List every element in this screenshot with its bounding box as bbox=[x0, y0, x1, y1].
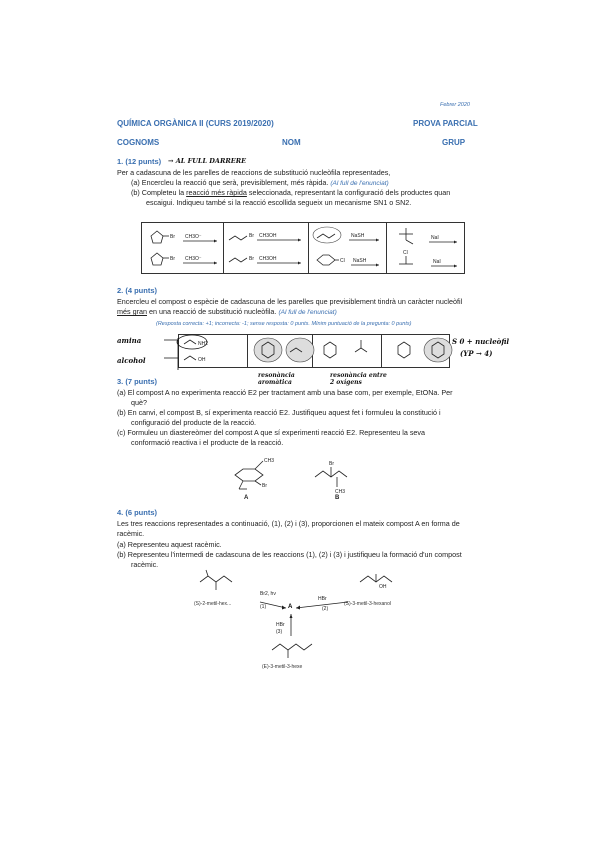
q4-arrow2-label: HBr bbox=[318, 596, 327, 602]
q3-a1: (a) El compost A no experimenta reacció E2 per tractament amb una base com, per exemple, EtONa. Per bbox=[117, 388, 453, 397]
field-surnames: COGNOMS bbox=[117, 138, 160, 147]
q2-title: 2. (4 punts) bbox=[117, 286, 158, 295]
q2-scoring: (Resposta correcta: +1; incorrecta: -1; sense resposta: 0 punts. Mínim puntuació de la pregunta: 0 punts) bbox=[156, 321, 412, 327]
course-title: QUÍMICA ORGÀNICA II (CURS 2019/2020) bbox=[117, 119, 274, 128]
q1-cyclopentyl-2 bbox=[151, 253, 217, 265]
q3-b1: (b) En canvi, el compost B, sí experimenta reacció E2. Justifiqueu aquest fet i formuleu la constitució i bbox=[117, 408, 441, 417]
q1-title: 1. (12 punts) bbox=[117, 157, 162, 166]
q3-title: 3. (7 punts) bbox=[117, 377, 158, 386]
q4-arrow3-label: HBr bbox=[276, 622, 285, 628]
q1-lg-2: Br bbox=[170, 256, 175, 262]
svg-text:Cl: Cl bbox=[340, 258, 345, 264]
q3-b2: configuració del producte de la reacció. bbox=[131, 418, 257, 427]
q4-line1: Les tres reaccions representades a continuació, (1), (2) i (3), proporcionen el mateix compost A en forma de bbox=[117, 519, 460, 528]
q4-b2: racèmic. bbox=[131, 560, 159, 569]
q3-label-a: A bbox=[244, 495, 249, 501]
q2-hand-right2: (YP → 4) bbox=[460, 349, 493, 358]
field-name: NOM bbox=[282, 138, 301, 147]
q2-hand-resonance-1: resonància aromàtica bbox=[258, 372, 295, 386]
q1-chain-1 bbox=[229, 233, 301, 242]
q1-b: (b) Completeu la reacció més ràpida seleccionada, representant la configuració dels productes quan bbox=[131, 188, 451, 197]
q4-compound-bottom: (E)-3-metil-3-hexe bbox=[262, 664, 303, 670]
q3-a-sub-1: CH3 bbox=[264, 458, 275, 464]
q3-structures bbox=[225, 455, 385, 505]
svg-text:Br: Br bbox=[249, 233, 254, 239]
q1-reagent-2: CH3O⁻ bbox=[185, 256, 202, 262]
q4-b1: (b) Representeu l'intermedi de cadascuna de les reaccions (1), (2) i (3) i justifiqueu la formació d'un compost bbox=[117, 550, 462, 559]
q1-b-line2: escaigui. Indiqueu també si la reacció escollida segueix un mecanisme SN1 o SN2. bbox=[146, 198, 412, 207]
q3-b-sub-1: Br bbox=[329, 461, 334, 467]
q1-reagent-3: CH3OH bbox=[259, 233, 277, 239]
q2-hand-right: S 0 + nucleòfil bbox=[452, 337, 510, 346]
q1-reagent-5: NaSH bbox=[351, 233, 365, 239]
q4-scheme bbox=[190, 570, 450, 670]
q1-a: (a) Encercleu la reacció que serà, previsiblement, més ràpida. (Al full de l'enunciat) bbox=[131, 178, 389, 187]
q1-cyclohexyl-1 bbox=[313, 227, 379, 243]
exam-type: PROVA PARCIAL bbox=[413, 119, 478, 128]
q3-b-sub-2: CH3 bbox=[335, 489, 346, 495]
q3-a-sub-2: Br bbox=[262, 483, 267, 489]
svg-text:NH2: NH2 bbox=[198, 341, 209, 347]
q2-hand-alcohol: alcohol bbox=[117, 356, 146, 365]
q1-reagent-8: NaI bbox=[433, 259, 441, 265]
q1-cyclopentyl-1 bbox=[151, 231, 217, 243]
q1-reagent-6: NaSH bbox=[353, 258, 367, 264]
q4-arrow1-label: Br2, hν bbox=[260, 591, 276, 597]
svg-text:OH: OH bbox=[198, 357, 206, 363]
q3-c1: (c) Formuleu un diastereòmer del compost A que sí experimenti reacció E2. Representeu la seva bbox=[117, 428, 426, 437]
exam-date: Febrer 2020 bbox=[440, 102, 470, 108]
q4-compound-left: (S)-2-metil-hex... bbox=[194, 601, 232, 607]
q4-arrow3-num: (3) bbox=[276, 629, 283, 635]
q1-intro: Per a cadascuna de les parelles de reaccions de substitució nucleòfila representades, bbox=[117, 168, 391, 177]
q4-oh: OH bbox=[379, 584, 387, 590]
q1-reagent-4: CH3OH bbox=[259, 256, 277, 262]
q3-c2: conformació reactiva i el producte de la reacció. bbox=[131, 438, 284, 447]
q4-compound-right: (S)-3-metil-3-hexanol bbox=[344, 601, 391, 607]
q1-cyclohexyl-2 bbox=[317, 255, 379, 267]
q1-reagent-7: NaI bbox=[431, 235, 439, 241]
field-group: GRUP bbox=[442, 138, 466, 147]
q1-lg-1: Br bbox=[170, 234, 175, 240]
svg-text:Cl: Cl bbox=[403, 250, 408, 256]
q2-structures bbox=[140, 330, 470, 380]
q2-line2: més gran en una reacció de substitució nucleòfila. (Al full de l'enunciat) bbox=[117, 307, 337, 316]
q1-tertiary-2 bbox=[399, 250, 457, 268]
q4-a: (a) Representeu aquest racèmic. bbox=[117, 540, 222, 549]
q3-a2: què? bbox=[131, 398, 147, 407]
q4-product: A bbox=[288, 604, 293, 610]
q1-reaction-structures bbox=[141, 222, 463, 272]
q2-line1: Encercleu el compost o espècie de cadascuna de les parelles que previsiblement tindrà un caràcter nucleòfil bbox=[117, 297, 463, 306]
q4-line2: racèmic. bbox=[117, 529, 145, 538]
q2-hand-resonance-2: resonància entre 2 oxígens bbox=[330, 372, 387, 386]
q4-arrow1-num: (1) bbox=[260, 604, 267, 610]
q4-arrow2-num: (2) bbox=[322, 606, 329, 612]
q1-handnote: → AL FULL DARRERE bbox=[168, 157, 247, 165]
q1-tertiary-1 bbox=[399, 228, 457, 244]
q1-chain-2 bbox=[229, 256, 301, 265]
svg-text:Br: Br bbox=[249, 256, 254, 262]
q2-hand-amina: amina bbox=[117, 336, 142, 345]
q1-reagent-1: CH3O⁻ bbox=[185, 234, 202, 240]
q4-title: 4. (6 punts) bbox=[117, 508, 158, 517]
q3-label-b: B bbox=[335, 495, 340, 501]
